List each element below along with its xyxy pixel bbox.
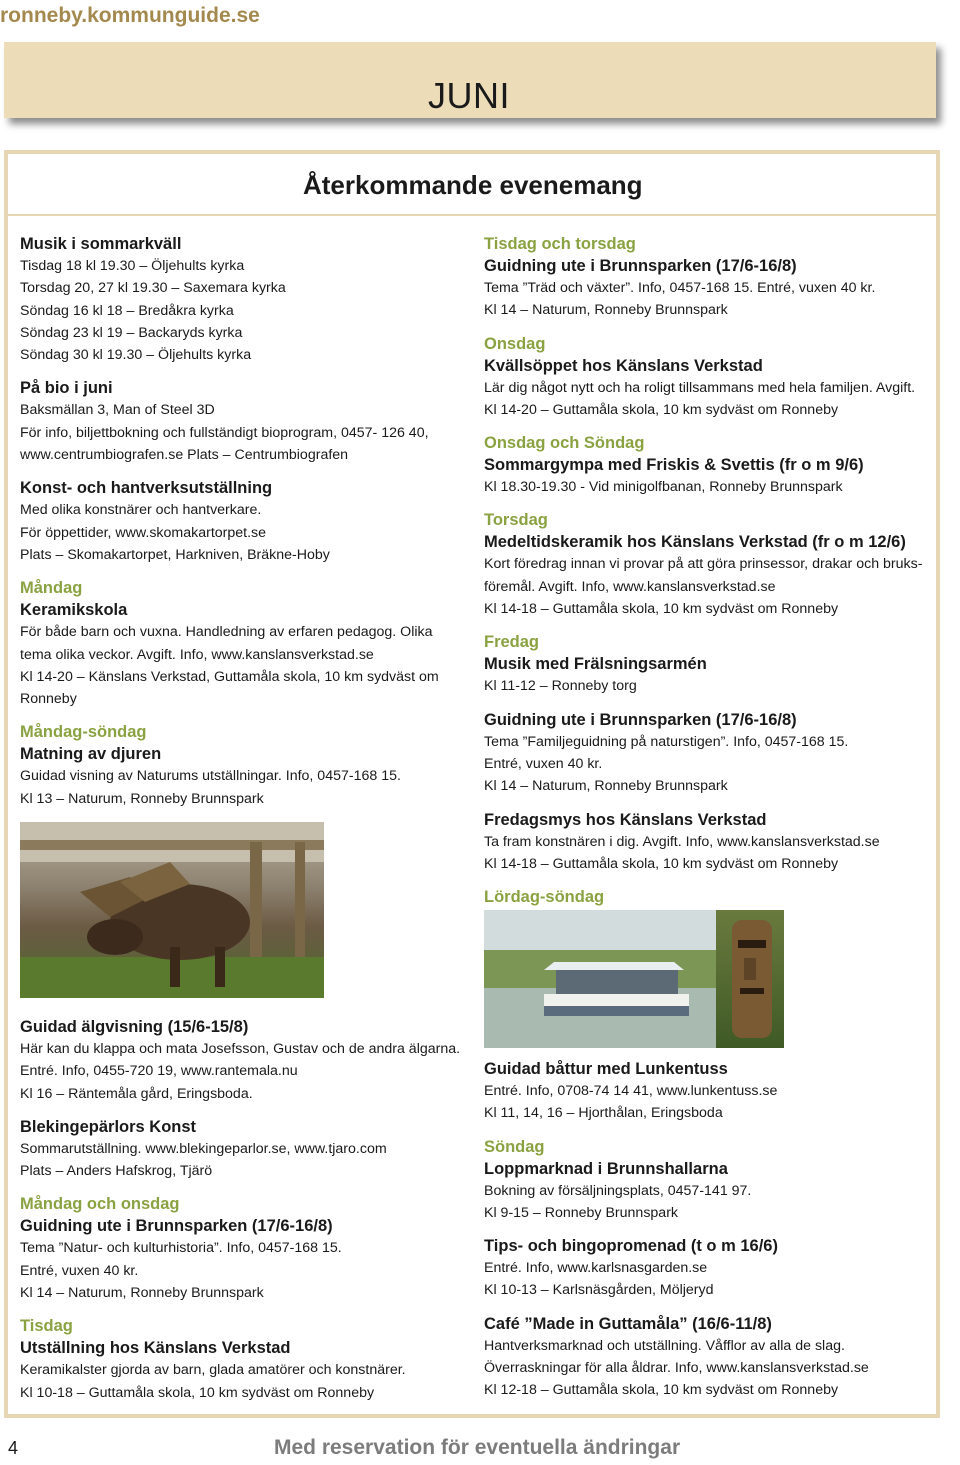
event-title: Matning av djuren	[20, 745, 162, 764]
event-day: Söndag	[484, 1137, 545, 1156]
event-title: Guidad älgvisning (15/6-15/8)	[20, 1018, 249, 1036]
event-group	[484, 809, 932, 876]
event-day: Onsdag	[484, 334, 546, 353]
event-detail: Söndag 30 kl 19.30 – Öljehults kyrka	[20, 347, 252, 364]
event-detail: Tisdag 18 kl 19.30 – Öljehults kyrka	[20, 258, 245, 274]
event-detail: Plats – Skomakartorpet, Harkniven, Bräkne-Hoby	[20, 546, 330, 563]
event-group	[20, 1315, 468, 1404]
left-column-top	[20, 233, 468, 821]
event-detail: Entré. Info, www.karlsnasgarden.se	[484, 1260, 708, 1277]
wooden-statue-photo	[716, 910, 784, 1048]
event-detail: tema olika veckor. Avgift. Info, www.kanslansverkstad.se	[20, 646, 374, 663]
event-detail: Kl 12-18 – Guttamåla skola, 10 km sydväst om Ronneby	[484, 1382, 839, 1399]
event-group	[484, 631, 932, 697]
event-title: Kvällsöppet hos Känslans Verkstad	[484, 356, 763, 375]
footer-disclaimer: Med reservation för eventuella ändringar	[274, 1436, 681, 1459]
event-day: Måndag	[20, 579, 83, 598]
event-detail: Ronneby	[20, 691, 77, 708]
event-group	[20, 1193, 468, 1304]
event-title: På bio i juni	[20, 379, 113, 398]
event-detail: Plats – Anders Hafskrog, Tjärö	[20, 1163, 213, 1180]
event-group	[20, 1116, 468, 1183]
event-detail: Kl 9-15 – Ronneby Brunnspark	[484, 1204, 679, 1221]
event-group	[20, 721, 468, 810]
event-detail: Söndag 16 kl 18 – Bredåkra kyrka	[20, 302, 234, 319]
event-group	[484, 1313, 932, 1402]
event-detail: För både barn och vuxna. Handledning av erfaren pedagog. Olika	[20, 624, 433, 641]
left-column-bottom	[20, 1016, 468, 1415]
event-detail: Tema ”Träd och växter”. Info, 0457-168 15. Entré, vuxen 40 kr.	[484, 280, 876, 296]
event-title: Guidning ute i Brunnsparken (17/6-16/8)	[20, 1217, 333, 1236]
event-group	[484, 509, 932, 620]
event-detail: För info, biljettbokning och fullständigt bioprogram, 0457- 126 40,	[20, 424, 429, 441]
event-detail: Kl 10-18 – Guttamåla skola, 10 km sydväst om Ronneby	[20, 1384, 375, 1401]
event-title: Medeltidskeramik hos Känslans Verkstad (fr o m 12/6)	[484, 533, 906, 552]
event-detail: Med olika konstnärer och hantverkare.	[20, 502, 262, 519]
event-detail: Kl 16 – Räntemåla gård, Eringsboda.	[20, 1085, 253, 1102]
event-detail: Kort föredrag innan vi provar på att göra prinsessor, drakar och bruks-	[484, 556, 923, 573]
page-number: 4	[8, 1438, 19, 1458]
event-detail: Keramikalster gjorda av barn, glada amatörer och konstnärer.	[20, 1362, 406, 1379]
event-group	[484, 886, 932, 908]
event-detail: Kl 14-18 – Guttamåla skola, 10 km sydväst om Ronneby	[484, 601, 839, 618]
statue-illustration	[716, 910, 784, 1048]
event-detail: Lär dig något nytt och ha roligt tillsammans med hela familjen. Avgift.	[484, 379, 916, 396]
event-detail: Här kan du klappa och mata Josefsson, Gustav och de andra älgarna.	[20, 1041, 461, 1057]
event-detail: Torsdag 20, 27 kl 19.30 – Saxemara kyrka	[20, 280, 286, 297]
event-detail: Ta fram konstnären i dig. Avgift. Info, www.kanslansverkstad.se	[484, 833, 880, 850]
moose-photo	[20, 822, 324, 998]
event-detail: Kl 14 – Naturum, Ronneby Brunnspark	[484, 302, 728, 319]
event-title: Sommargympa med Friskis & Svettis (fr o m 9/6)	[484, 456, 864, 475]
event-group	[20, 477, 468, 566]
event-group	[484, 1136, 932, 1225]
event-detail: Entré, vuxen 40 kr.	[484, 755, 603, 772]
right-column-top	[484, 233, 932, 919]
right-column-bottom	[484, 1058, 932, 1413]
event-group	[20, 1016, 468, 1105]
event-title: Guidad båttur med Lunkentuss	[484, 1060, 728, 1078]
event-title: Guidning ute i Brunnsparken (17/6-16/8)	[484, 257, 797, 275]
event-title: Konst- och hantverksutställning	[20, 479, 273, 498]
event-detail: Kl 11, 14, 16 – Hjorthålan, Eringsboda	[484, 1105, 723, 1122]
month-title: JUNI	[428, 75, 510, 116]
event-detail: Guidad visning av Naturums utställningar. Info, 0457-168 15.	[20, 768, 401, 785]
event-title: Café ”Made in Guttamåla” (16/6-11/8)	[484, 1314, 772, 1333]
event-day: Måndag och onsdag	[20, 1195, 180, 1214]
event-group	[484, 1235, 932, 1302]
event-title: Guidning ute i Brunnsparken (17/6-16/8)	[484, 710, 797, 729]
event-detail: Entré, vuxen 40 kr.	[20, 1262, 139, 1279]
section-title: Återkommande evenemang	[303, 170, 643, 200]
event-group	[484, 333, 932, 422]
event-detail: Kl 14-18 – Guttamåla skola, 10 km sydväst om Ronneby	[484, 855, 839, 872]
event-day: Tisdag	[20, 1317, 73, 1336]
event-group	[20, 577, 468, 710]
event-day: Måndag-söndag	[20, 723, 147, 742]
event-detail: Kl 14 – Naturum, Ronneby Brunnspark	[20, 1285, 264, 1302]
event-title: Musik med Frälsningsarmén	[484, 655, 707, 674]
event-title: Keramikskola	[20, 601, 128, 620]
event-title: Tips- och bingopromenad (t o m 16/6)	[484, 1237, 778, 1256]
event-detail: Sommarutställning. www.blekingeparlor.se, www.tjaro.com	[20, 1140, 387, 1157]
event-group	[484, 709, 932, 798]
event-title: Blekingepärlors Konst	[20, 1117, 197, 1136]
event-detail: Baksmällan 3, Man of Steel 3D	[20, 402, 215, 419]
event-group	[484, 432, 932, 498]
event-detail: Överraskningar för alla åldrar. Info, www.kanslansverkstad.se	[484, 1360, 869, 1377]
event-day: Onsdag och Söndag	[484, 434, 645, 453]
event-detail: Kl 11-12 – Ronneby torg	[484, 678, 637, 695]
event-detail: föremål. Avgift. Info, www.kanslansverkstad.se	[484, 578, 776, 595]
event-detail: Kl 14-20 – Känslans Verkstad, Guttamåla skola, 10 km sydväst om	[20, 668, 439, 685]
event-detail: Tema ”Familjeguidning på naturstigen”. Info, 0457-168 15.	[484, 733, 849, 750]
event-day: Torsdag	[484, 511, 548, 530]
event-detail: Tema ”Natur- och kulturhistoria”. Info, 0457-168 15.	[20, 1240, 342, 1257]
event-group	[20, 377, 468, 466]
event-group	[20, 233, 468, 366]
event-title: Fredagsmys hos Känslans Verkstad	[484, 810, 767, 829]
event-title: Loppmarknad i Brunnshallarna	[484, 1159, 728, 1178]
event-detail: För öppettider, www.skomakartorpet.se	[20, 524, 267, 541]
event-detail: Entré. Info, 0708-74 14 41, www.lunkentuss.se	[484, 1083, 778, 1099]
event-day: Lördag-söndag	[484, 888, 605, 907]
event-group	[484, 233, 932, 322]
event-detail: www.centrumbiografen.se Plats – Centrumbiografen	[20, 447, 349, 464]
event-detail: Entré. Info, 0455-720 19, www.rantemala.nu	[20, 1063, 298, 1080]
event-title: Utställning hos Känslans Verkstad	[20, 1339, 291, 1358]
event-detail: Kl 10-13 – Karlsnäsgården, Möljeryd	[484, 1282, 714, 1299]
event-day: Fredag	[484, 633, 540, 652]
event-detail: Kl 18.30-19.30 - Vid minigolfbanan, Ronneby Brunnspark	[484, 479, 843, 496]
event-detail: Söndag 23 kl 19 – Backaryds kyrka	[20, 324, 243, 341]
event-detail: Hantverksmarknad och utställning. Våfflor av alla de slag.	[484, 1337, 845, 1354]
event-detail: Kl 13 – Naturum, Ronneby Brunnspark	[20, 790, 264, 807]
section-divider	[8, 214, 938, 216]
event-group	[484, 1058, 932, 1125]
event-detail: Bokning av försäljningsplats, 0457-141 97.	[484, 1182, 752, 1199]
event-detail: Kl 14 – Naturum, Ronneby Brunnspark	[484, 778, 728, 795]
site-url: ronneby.kommunguide.se	[0, 4, 260, 27]
event-day: Tisdag och torsdag	[484, 235, 636, 253]
moose-illustration	[20, 822, 324, 998]
event-title: Musik i sommarkväll	[20, 235, 182, 253]
event-detail: Kl 14-20 – Guttamåla skola, 10 km sydväst om Ronneby	[484, 401, 839, 418]
